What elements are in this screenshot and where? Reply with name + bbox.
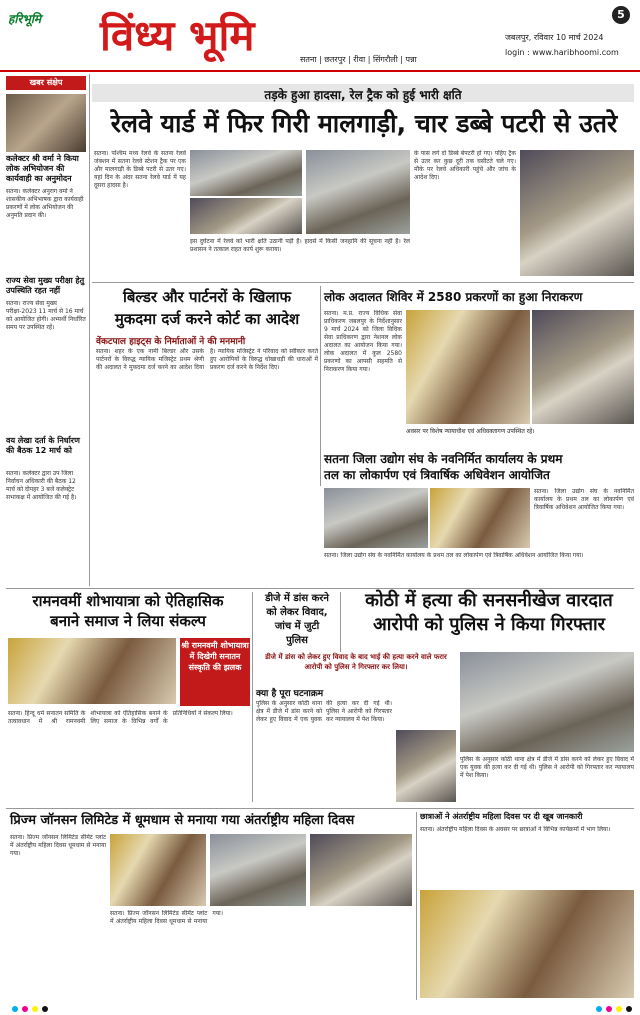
ramnavami-headline-1: रामनवमीं शोभायात्रा को ऐतिहासिक — [32, 592, 224, 610]
registration-mark-magenta — [22, 1006, 28, 1012]
women-day-photo-3 — [310, 834, 412, 906]
sidebar-headline-2: राज्य सेवा मुख्य परीक्षा हेतु उपस्थिति रहत नहीं — [6, 276, 85, 295]
lead-kicker: तड़के हुआ हादसा, रेल ट्रैक को हुई भारी क्षति — [264, 88, 462, 102]
right-brief-headline: छात्राओं ने अंतर्राष्ट्रीय महिला दिवस पर दी खूब जानकारी — [420, 812, 583, 821]
lok-adalat-caption: अवसर पर विशेष न्यायाधीश एवं अधिवक्तागण उपस्थित रहे। — [406, 428, 535, 435]
builder-headline-1: बिल्डर और पार्टनरों के खिलाफ — [122, 288, 292, 306]
registration-mark-yellow — [32, 1006, 38, 1012]
murder-body-2: पुलिस के अनुसार कोठी थाना क्षेत्र में डीजे में डांस करने को लेकर हुए विवाद में एक युवक की हत्या कर दी गई थी। पुलिस ने आरोपी को गिरफ्तार कर न्यायालय में पेश किया। — [460, 756, 634, 779]
udyog-body: सतना। जिला उद्योग संघ के नवनिर्मित कार्यालय के प्रथम तल का लोकार्पण एवं त्रिवार्षिक अधिवेशन आयोजित किया गया। — [534, 488, 634, 511]
website-url[interactable]: login : www.haribhoomi.com — [505, 48, 619, 57]
registration-mark-yellow-right — [616, 1006, 622, 1012]
lead-body-left: सतना। पश्चिम मध्य रेलवे के सतना रेलवे जंक्शन में सतना रेलवे स्टेशन ट्रैक पर एक और मालगाड़ी के डिब्बे पटरी से उतर गए। यहां दिन के अंदर सतना रेलवे यार्ड में यह दूसरा हादसा है। — [94, 150, 186, 189]
column-divider-4 — [340, 592, 341, 652]
ramnavami-box: श्री रामनवमी शोभायात्रा में दिखेगी सनातन संस्कृति की झलक — [180, 638, 250, 706]
page-number: 5 — [612, 6, 630, 24]
dj-headline-4: पुलिस — [286, 635, 308, 646]
women-day-headline: प्रिज्म जॉनसन लिमिटेड में धूमधाम से मनाया गया अंतर्राष्ट्रीय महिला दिवस — [10, 813, 355, 828]
column-divider — [89, 74, 90, 586]
builder-headline-2: मुकदमा दर्ज करने कोर्ट का आदेश — [114, 310, 300, 328]
sidebar-text-2: सतना। राज्य सेवा मुख्य परीक्षा-2023 11 मार्च से 16 मार्च को आयोजित होगी। अभ्यर्थी निर्धारित समय पर उपस्थित रहें। — [6, 300, 86, 331]
udyog-photo-1 — [324, 488, 428, 548]
column-divider-2 — [320, 286, 321, 486]
ramnavami-headline-2: बनाने समाज ने लिया संकल्प — [50, 612, 206, 630]
section-divider-2 — [6, 588, 634, 589]
lead-body-mid: इस दुर्घटना में रेलवे को भारी क्षति उठानी पड़ी है। हादसे में किसी जनहानि की सूचना नहीं है। रेल प्रशासन ने तत्काल राहत कार्य शुरू कराया। — [190, 238, 410, 253]
dj-headline-2: को लेकर विवाद, — [266, 607, 328, 618]
section-divider-3 — [6, 808, 634, 809]
column-divider-5 — [416, 812, 417, 1000]
women-day-photo-2 — [210, 834, 306, 906]
lead-headline: रेलवे यार्ड में फिर गिरी मालगाड़ी, चार डब्बे पटरी से उतरे — [110, 109, 618, 138]
lead-photo-3 — [306, 150, 410, 234]
registration-mark-cyan — [12, 1006, 18, 1012]
sidebar-text-1: सतना। कलेक्टर अनुराग वर्मा ने शासकीय अभिभाषक द्वारा कार्यवाही प्रकरणों में लोक अभियोजन की अनुमति प्रदान की। — [6, 188, 84, 219]
sidebar-headline-1: कलेक्टर श्री वर्मा ने किया लोक अभियोजन की कार्यवाही का अनुमोदन — [6, 154, 79, 183]
ramnavami-photo — [8, 638, 176, 704]
lok-adalat-photo-1 — [406, 310, 530, 424]
builder-subhead: वेंकटपाल हाइट्स के निर्माताओं ने की मनमानी — [96, 337, 246, 347]
sidebar-text-3: सतना। कलेक्टर द्वारा उप जिला निर्वाचन अधिकारी की बैठक 12 मार्च को दोपहर 3 बजे कलेक्ट्रेट सभाकक्ष में आयोजित की गई है। — [6, 470, 77, 501]
builder-body: सतना। शहर के एक नामी बिल्डर और उसके पार्टनरों के विरुद्ध न्यायिक मजिस्ट्रेट प्रथम श्रेणी की अदालत ने मुकदमा दर्ज करने का आदेश दिया है। न्यायिक मजिस्ट्रेट ने परिवाद को स्वीकार करते हुए आरोपियों के विरुद्ध धोखाधड़ी की धाराओं में प्रकरण दर्ज करने के निर्देश दिए। — [96, 348, 318, 371]
edition-date: जबलपुर, रविवार 10 मार्च 2024 — [505, 33, 604, 42]
udyog-headline-1: सतना जिला उद्योग संघ के नवनिर्मित कार्यालय के प्रथम — [324, 452, 563, 466]
lead-body-right: के पास लगे दो डिब्बे बेपटरी हो गए। पहिए ट्रैक से उतर कर कुछ दूरी तक घसीटते चले गए। मौके पर रेलवे अधिकारी पहुंचे और जांच के आदेश दिए। — [414, 150, 516, 181]
lok-adalat-photo-2 — [532, 310, 634, 424]
lead-photo-1 — [190, 150, 302, 196]
edition-cities: सतना | छतरपुर | रीवा | सिंगरौली | पन्ना — [300, 55, 417, 64]
dj-headline-3: जांच में जुटी — [274, 621, 320, 632]
lead-photo-4 — [520, 150, 634, 276]
women-day-body: सतना। प्रिज्म जॉनसन लिमिटेड सीमेंट प्लांट में अंतर्राष्ट्रीय महिला दिवस धूमधाम से मनाया गया। — [10, 834, 106, 857]
sidebar-header: खबर संक्षेप — [6, 76, 86, 90]
sidebar-photo — [6, 94, 86, 152]
murder-photo-2 — [396, 730, 456, 802]
column-divider-3 — [252, 592, 253, 802]
lok-adalat-headline: लोक अदालत शिविर में 2580 प्रकरणों का हुआ निराकरण — [324, 290, 583, 304]
sidebar-headline-3: वय लेखा दर्ता के निर्धारण की बैठक 12 मार्च को — [6, 436, 80, 455]
right-brief-body: सतना। अंतर्राष्ट्रीय महिला दिवस के अवसर पर छात्राओं ने विभिन्न कार्यक्रमों में भाग लिया। — [420, 826, 611, 833]
ramnavami-body: सतना। हिन्दू धर्म सनातन समिति के तत्वावधान में श्री रामनवमी शोभायात्रा को ऐतिहासिक बनाने के लिए समाज के विभिन्न वर्गों के प्रतिनिधियों ने संकल्प लिया। — [8, 710, 233, 725]
right-brief-photo — [420, 890, 634, 998]
registration-mark-black — [42, 1006, 48, 1012]
registration-mark-magenta-right — [606, 1006, 612, 1012]
murder-photo-1 — [460, 652, 634, 752]
murder-headline-2: आरोपी को पुलिस ने किया गिरफ्तार — [372, 614, 606, 635]
udyog-headline-2: तल का लोकार्पण एवं त्रिवार्षिक अधिवेशन आयोजित — [324, 468, 550, 482]
newspaper-title: विंध्य भूमि — [100, 11, 255, 60]
murder-subhead: क्या है पूरा घटनाक्रम — [256, 689, 324, 699]
murder-deck: डीजे में डांस को लेकर हुए विवाद के बाद भाई की हत्या करने वाले फरार आरोपी को पुलिस ने गिरफ्तार कर लिया। — [265, 653, 447, 671]
lead-photo-2 — [190, 198, 302, 234]
udyog-body-bottom: सतना। जिला उद्योग संघ के नवनिर्मित कार्यालय के प्रथम तल का लोकार्पण एवं त्रिवार्षिक अधिवेशन आयोजित किया गया। — [324, 552, 584, 559]
udyog-photo-2 — [430, 488, 530, 548]
section-divider — [92, 282, 634, 283]
murder-headline-1: कोठी में हत्या की सनसनीखेज वारदात — [365, 590, 613, 611]
lok-adalat-body: सतना। म.प्र. राज्य विधिक सेवा प्राधिकरण जबलपुर के निर्देशानुसार 9 मार्च 2024 को जिला विधिक सेवा प्राधिकरण द्वारा नेशनल लोक अदालत का आयोजन किया गया। लोक अदालत में कुल 2580 प्रकरणों का आपसी सहमति से निराकरण किया गया। — [324, 310, 402, 373]
brand-logo: हरिभूमि — [8, 12, 42, 26]
dj-headline-1: डीजे में डांस करने — [265, 593, 329, 604]
murder-body: पुलिस के अनुसार कोठी थाना क्षेत्र में डीजे में डांस करने को लेकर हुए विवाद में एक युवक की हत्या कर दी गई थी। पुलिस ने आरोपी को गिरफ्तार कर न्यायालय में पेश किया। — [256, 700, 392, 723]
women-day-photo-1 — [110, 834, 206, 906]
registration-mark-cyan-right — [596, 1006, 602, 1012]
women-day-body-2: सतना। प्रिज्म जॉनसन लिमिटेड सीमेंट प्लांट में अंतर्राष्ट्रीय महिला दिवस धूमधाम से मनाया गया। — [110, 910, 224, 925]
registration-mark-black-right — [626, 1006, 632, 1012]
